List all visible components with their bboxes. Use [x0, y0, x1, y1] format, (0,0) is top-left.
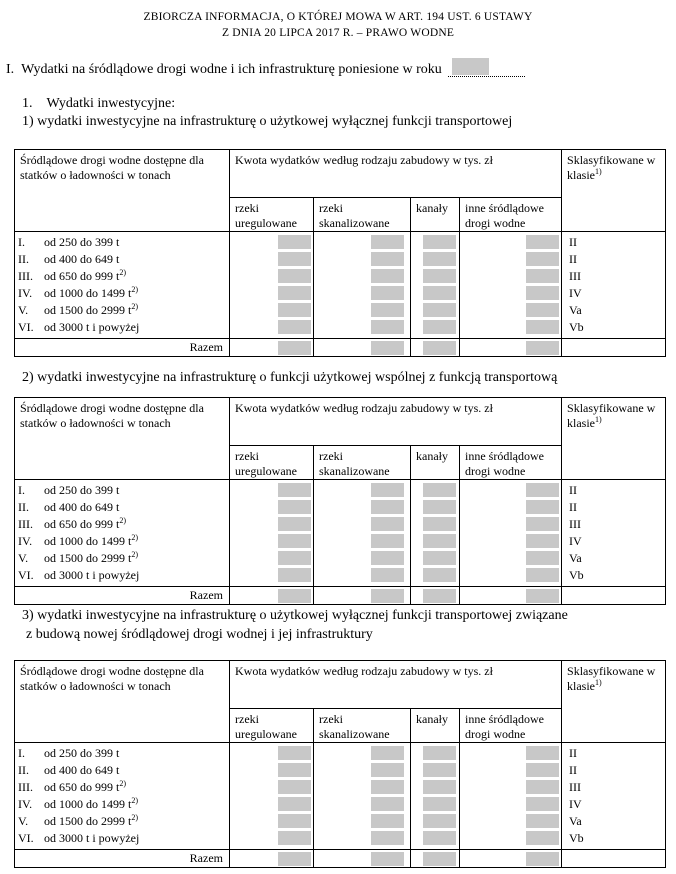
total-class-empty [562, 587, 666, 605]
amount-input[interactable] [278, 831, 311, 845]
amount-input[interactable] [423, 551, 456, 565]
header-amount: Kwota wydatków według rodzaju zabudowy w tys. zł [230, 150, 562, 198]
subsection-text: Wydatki inwestycyjne: [46, 96, 176, 111]
amount-input[interactable] [423, 269, 456, 283]
section-heading [6, 58, 525, 78]
class-value: II [569, 483, 578, 497]
total-canals[interactable] [411, 339, 460, 357]
other-inputs [460, 743, 562, 850]
total-other[interactable] [460, 850, 562, 868]
amount-input[interactable] [371, 814, 404, 828]
waterway-classes-cell [15, 480, 230, 587]
amount-input[interactable] [423, 763, 456, 777]
class-value: Vb [569, 831, 584, 845]
total-regulated[interactable] [230, 339, 314, 357]
year-field[interactable] [448, 58, 525, 77]
waterway-row: I. od 250 do 399 t [18, 746, 120, 760]
total-canals[interactable] [411, 587, 460, 605]
amount-input[interactable] [423, 797, 456, 811]
amount-input[interactable] [278, 320, 311, 334]
waterway-row: III. od 650 do 999 $t^{2)}$ [18, 779, 127, 794]
waterway-row: III. od 650 do 999 $t^{2)}$ [18, 516, 127, 531]
amount-input[interactable] [526, 746, 559, 760]
other-inputs [460, 480, 562, 587]
class-value: II [569, 252, 578, 266]
amount-input[interactable] [278, 797, 311, 811]
total-class-empty [562, 339, 666, 357]
header-regulated-rivers: rzeki uregulowane [230, 198, 314, 232]
total-other[interactable] [460, 587, 562, 605]
amount-input[interactable] [526, 568, 559, 582]
header-other-waterways: inne śródlądowe drogi wodne [460, 709, 562, 743]
waterway-row: II. od 400 do 649 t [18, 763, 120, 777]
amount-input[interactable] [526, 286, 559, 300]
amount-input[interactable] [423, 252, 456, 266]
amount-input[interactable] [371, 303, 404, 317]
class-value: IV [569, 534, 582, 548]
waterway-row: IV. od 1000 do 1499 $t^{2)}$ [18, 796, 139, 811]
total-label: Razem [15, 587, 230, 605]
amount-input[interactable] [278, 746, 311, 760]
amount-input[interactable] [371, 746, 404, 760]
amount-input[interactable] [371, 320, 404, 334]
amount-input[interactable] [278, 252, 311, 266]
other-inputs [460, 232, 562, 339]
subsection-label: 1. [22, 96, 33, 111]
canalized-inputs [314, 743, 411, 850]
total-canalized[interactable] [314, 587, 411, 605]
total-other[interactable] [460, 339, 562, 357]
amount-input[interactable] [371, 780, 404, 794]
amount-input[interactable] [371, 551, 404, 565]
amount-input[interactable] [278, 269, 311, 283]
header-class: Sklasyfikowane w klasie$^{1)}$ [562, 661, 666, 743]
amount-input[interactable] [278, 568, 311, 582]
header-class: Sklasyfikowane w klasie$^{1)}$ [562, 398, 666, 480]
header-waterways: Śródlądowe drogi wodne dostępne dla statków o ładowności w tonach [15, 661, 230, 743]
class-value: III [569, 517, 582, 531]
waterway-row: III. od 650 do 999 $t^{2)}$ [18, 268, 127, 283]
amount-input[interactable] [371, 286, 404, 300]
waterway-row: II. od 400 do 649 t [18, 252, 120, 266]
header-class: Sklasyfikowane w klasie$^{1)}$ [562, 150, 666, 232]
amount-input[interactable] [278, 763, 311, 777]
total-label: Razem [15, 850, 230, 868]
regulated-inputs [230, 743, 314, 850]
class-value: II [569, 746, 578, 760]
amount-input[interactable] [423, 534, 456, 548]
amount-input[interactable] [423, 568, 456, 582]
waterway-row: IV. od 1000 do 1499 $t^{2)}$ [18, 533, 139, 548]
total-regulated[interactable] [230, 850, 314, 868]
header-canalized-rivers: rzeki skanalizowane [314, 709, 411, 743]
class-value: Va [569, 303, 582, 317]
canalized-inputs [314, 480, 411, 587]
amount-input[interactable] [526, 797, 559, 811]
canals-inputs [411, 743, 460, 850]
amount-input[interactable] [423, 320, 456, 334]
waterway-row: VI. od 3000 t i powyżej [18, 831, 140, 845]
class-cell [562, 232, 666, 339]
header-other-waterways: inne śródlądowe drogi wodne [460, 446, 562, 480]
amount-input[interactable] [278, 534, 311, 548]
amount-input[interactable] [278, 500, 311, 514]
header-regulated-rivers: rzeki uregulowane [230, 709, 314, 743]
total-class-empty [562, 850, 666, 868]
header-waterways: Śródlądowe drogi wodne dostępne dla statków o ładowności w tonach [15, 398, 230, 480]
header-canals: kanały [411, 709, 460, 743]
total-regulated[interactable] [230, 587, 314, 605]
amount-input[interactable] [371, 831, 404, 845]
waterway-row: II. od 400 do 649 t [18, 500, 120, 514]
waterway-row: IV. od 1000 do 1499 $t^{2)}$ [18, 285, 139, 300]
expenditure-table [14, 397, 666, 605]
total-label: Razem [15, 339, 230, 357]
amount-input[interactable] [423, 286, 456, 300]
amount-input[interactable] [526, 252, 559, 266]
class-value: Vb [569, 320, 584, 334]
class-value: II [569, 235, 578, 249]
amount-input[interactable] [526, 303, 559, 317]
waterway-row: V. od 1500 do 2999 $t^{2)}$ [18, 302, 139, 317]
amount-input[interactable] [526, 551, 559, 565]
section-label: I. [6, 62, 15, 77]
header-canals: kanały [411, 446, 460, 480]
amount-input[interactable] [423, 746, 456, 760]
amount-input[interactable] [371, 483, 404, 497]
waterway-row: VI. od 3000 t i powyżej [18, 568, 140, 582]
amount-input[interactable] [278, 814, 311, 828]
header-regulated-rivers: rzeki uregulowane [230, 446, 314, 480]
amount-input[interactable] [526, 483, 559, 497]
class-cell [562, 480, 666, 587]
amount-input[interactable] [278, 235, 311, 249]
expenditure-table-block-3 [14, 660, 665, 868]
amount-input[interactable] [371, 568, 404, 582]
waterway-classes-cell [15, 743, 230, 850]
waterway-row: VI. od 3000 t i powyżej [18, 320, 140, 334]
amount-input[interactable] [526, 517, 559, 531]
amount-input[interactable] [278, 303, 311, 317]
amount-input[interactable] [526, 269, 559, 283]
expenditure-table-block-2 [14, 397, 665, 605]
subsection-heading [22, 96, 175, 112]
waterway-row: V. od 1500 do 2999 $t^{2)}$ [18, 550, 139, 565]
waterway-row: V. od 1500 do 2999 $t^{2)}$ [18, 813, 139, 828]
amount-input[interactable] [526, 814, 559, 828]
amount-input[interactable] [278, 483, 311, 497]
amount-input[interactable] [526, 763, 559, 777]
document-title-line-2: Z DNIA 20 LIPCA 2017 R. – PRAWO WODNE [221, 27, 455, 39]
amount-input[interactable] [371, 500, 404, 514]
amount-input[interactable] [526, 831, 559, 845]
header-amount: Kwota wydatków według rodzaju zabudowy w tys. zł [230, 398, 562, 446]
regulated-inputs [230, 480, 314, 587]
total-canals[interactable] [411, 850, 460, 868]
item-2-heading: 2) wydatki inwestycyjne na infrastrukturę o funkcji użytkowej wspólnej z funkcją transportową [22, 370, 558, 385]
item-1-heading: 1) wydatki inwestycyjne na infrastrukturę o użytkowej wyłącznej funkcji transportowej [22, 114, 513, 129]
amount-input[interactable] [278, 286, 311, 300]
amount-input[interactable] [278, 551, 311, 565]
expenditure-table [14, 660, 666, 868]
header-canalized-rivers: rzeki skanalizowane [314, 198, 411, 232]
amount-input[interactable] [371, 269, 404, 283]
amount-input[interactable] [371, 763, 404, 777]
canals-inputs [411, 480, 460, 587]
amount-input[interactable] [423, 303, 456, 317]
header-canals: kanały [411, 198, 460, 232]
header-waterways: Śródlądowe drogi wodne dostępne dla statków o ładowności w tonach [15, 150, 230, 232]
class-value: IV [569, 797, 582, 811]
waterway-classes-cell [15, 232, 230, 339]
amount-input[interactable] [526, 780, 559, 794]
header-other-waterways: inne śródlądowe drogi wodne [460, 198, 562, 232]
amount-input[interactable] [423, 517, 456, 531]
amount-input[interactable] [526, 534, 559, 548]
class-value: II [569, 763, 578, 777]
amount-input[interactable] [278, 517, 311, 531]
amount-input[interactable] [423, 780, 456, 794]
waterway-row: I. od 250 do 399 t [18, 483, 120, 497]
class-value: Vb [569, 568, 584, 582]
section-text: Wydatki na śródlądowe drogi wodne i ich infrastrukturę poniesione w roku [21, 62, 442, 77]
amount-input[interactable] [526, 500, 559, 514]
class-value: Va [569, 551, 582, 565]
item-3-heading: 3) wydatki inwestycyjne na infrastrukturę o użytkowej wyłącznej funkcji transportowej związane [22, 608, 568, 623]
class-value: IV [569, 286, 582, 300]
total-canalized[interactable] [314, 339, 411, 357]
header-amount: Kwota wydatków według rodzaju zabudowy w tys. zł [230, 661, 562, 709]
amount-input[interactable] [371, 534, 404, 548]
amount-input[interactable] [423, 483, 456, 497]
class-value: III [569, 269, 582, 283]
amount-input[interactable] [371, 797, 404, 811]
class-value: III [569, 780, 582, 794]
amount-input[interactable] [423, 831, 456, 845]
amount-input[interactable] [278, 780, 311, 794]
total-canalized[interactable] [314, 850, 411, 868]
amount-input[interactable] [423, 500, 456, 514]
amount-input[interactable] [371, 252, 404, 266]
amount-input[interactable] [423, 235, 456, 249]
expenditure-table-block-1 [14, 149, 665, 357]
class-cell [562, 743, 666, 850]
item-3-heading-cont: z budową nowej śródlądowej drogi wodnej i jej infrastruktury [26, 627, 373, 642]
class-value: II [569, 500, 578, 514]
document-title-line-1: ZBIORCZA INFORMACJA, O KTÓREJ MOWA W ART. 194 UST. 6 USTAWY [143, 11, 533, 23]
amount-input[interactable] [371, 235, 404, 249]
expenditure-table [14, 149, 666, 357]
canals-inputs [411, 232, 460, 339]
amount-input[interactable] [423, 814, 456, 828]
canalized-inputs [314, 232, 411, 339]
waterway-row: I. od 250 do 399 t [18, 235, 120, 249]
regulated-inputs [230, 232, 314, 339]
class-value: Va [569, 814, 582, 828]
header-canalized-rivers: rzeki skanalizowane [314, 446, 411, 480]
amount-input[interactable] [371, 517, 404, 531]
amount-input[interactable] [526, 320, 559, 334]
amount-input[interactable] [526, 235, 559, 249]
